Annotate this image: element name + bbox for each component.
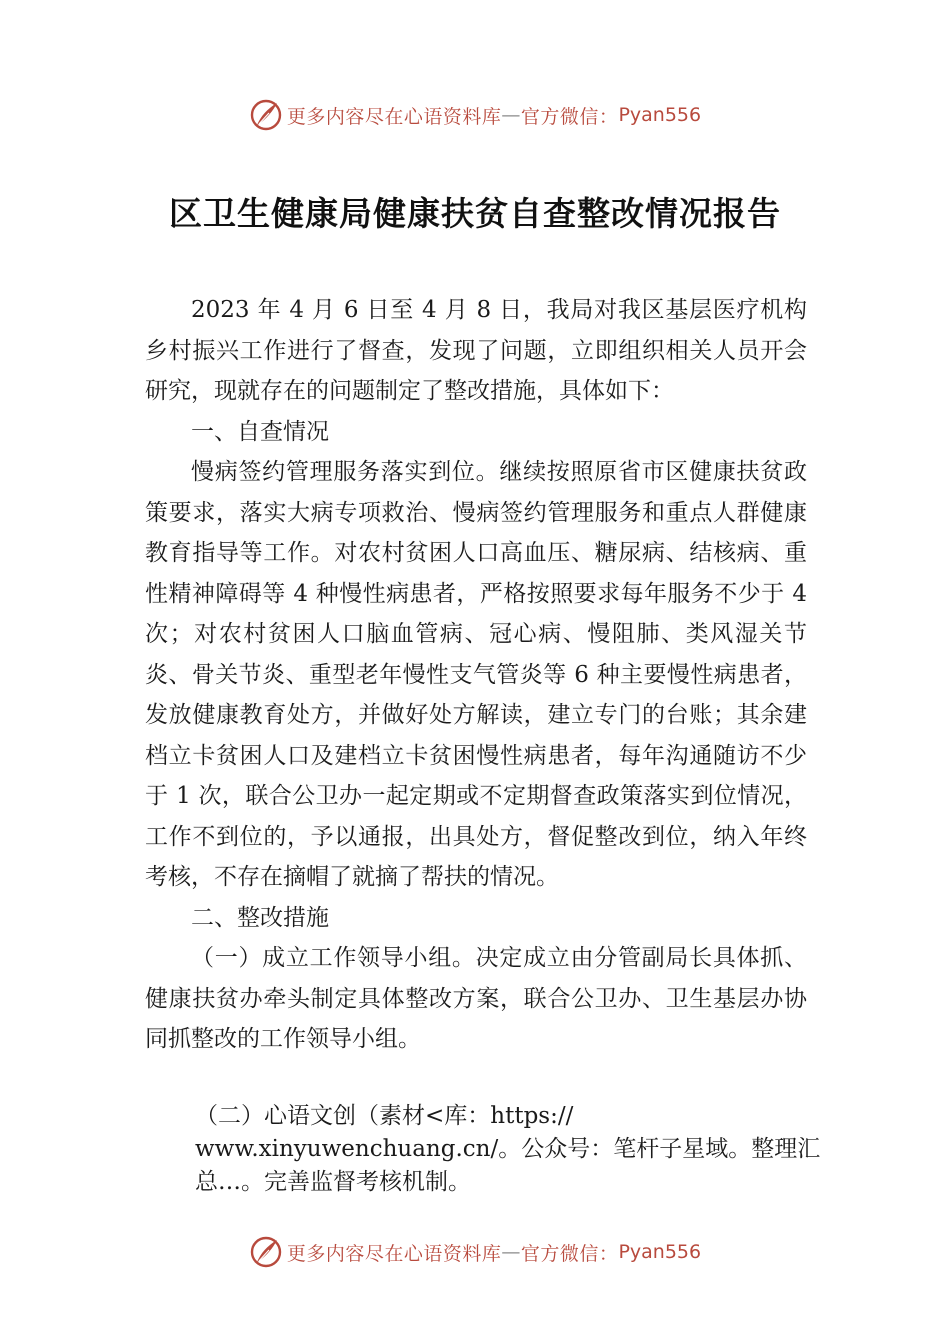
- watermark-main-text: 更多内容尽在心语资料库: [286, 1242, 502, 1265]
- watermark-dash: —: [501, 104, 521, 126]
- document-body: [145, 290, 807, 1060]
- watermark-main-text: 更多内容尽在心语资料库: [286, 105, 502, 128]
- measure-one-paragraph: （一）成立工作领导小组。决定成立由分管副局长具体抓、健康扶贫办牵头制定具体整改方案，联合公卫办、卫生基层办协同抓整改的工作领导小组。: [145, 945, 807, 1052]
- quill-pen-icon: [249, 98, 283, 132]
- watermark-handle: Pyan556: [618, 1241, 702, 1263]
- measure-two-line-2: www.xinyuwenchuang.cn/。公众号：笔杆子星域。整理汇: [195, 1136, 821, 1162]
- measure-two-line-1: （二）心语文创（素材<库：https://: [195, 1103, 574, 1129]
- section-heading-measures: 二、整改措施: [191, 904, 329, 931]
- self-check-paragraph: 慢病签约管理服务落实到位。继续按照原省市区健康扶贫政策要求，落实大病专项救治、慢病签约管理服务和重点人群健康教育指导等工作。对农村贫困人口高血压、糖尿病、结核病、重性精神障碍等 4 种慢性病患者，严格按照要求每年服务不少于 4 次；对农村贫困人口脑血管病、冠心病、慢阻肺、类风湿关节炎、骨关节炎、重型老年慢性支气管炎等 6 种主要慢性病患者，发放健康教育处方，并做好处方解读，建立专门的台账；其余建档立卡贫困人口及建档立卡贫困慢性病患者，每年沟通随访不少于 1 次，联合公卫办一起定期或不定期督查政策落实到位情况，工作不到位的，予以通报，出具处方，督促整改到位，纳入年终考核，不存在摘帽了就摘了帮扶的情况。: [145, 459, 807, 890]
- watermark-official-label: 官方微信：: [520, 1242, 619, 1265]
- quill-pen-icon: [249, 1235, 283, 1269]
- measure-two-block: [195, 1100, 840, 1199]
- watermark-dash: —: [501, 1241, 521, 1263]
- section-heading-self-check: 一、自查情况: [191, 418, 329, 445]
- intro-paragraph: 2023 年 4 月 6 日至 4 月 8 日，我局对我区基层医疗机构乡村振兴工作进行了督查，发现了问题，立即组织相关人员开会研究，现就存在的问题制定了整改措施，具体如下：: [145, 297, 807, 404]
- watermark-handle: Pyan556: [618, 104, 702, 126]
- watermark-footer: [0, 1232, 950, 1272]
- document-title: 区卫生健康局健康扶贫自查整改情况报告: [169, 194, 781, 233]
- watermark-header: [0, 95, 950, 135]
- measure-two-line-3: 总…。完善监督考核机制。: [195, 1169, 471, 1195]
- watermark-official-label: 官方微信：: [520, 105, 619, 128]
